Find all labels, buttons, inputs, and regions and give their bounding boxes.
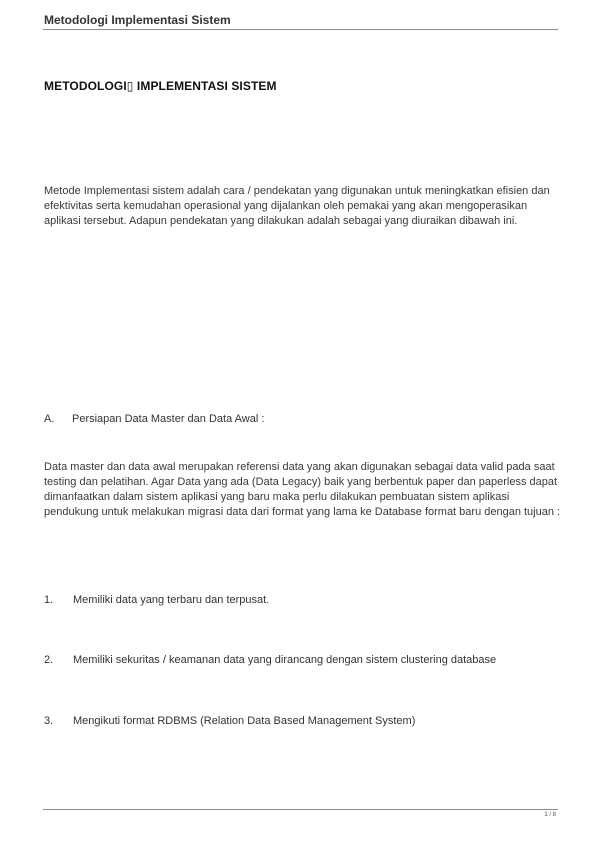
running-header: Metodologi Implementasi Sistem	[44, 13, 231, 27]
list-item-text: Memiliki sekuritas / keamanan data yang dirancang dengan sistem clustering database	[73, 654, 497, 666]
intro-paragraph: Metode Implementasi sistem adalah cara / pendekatan yang digunakan untuk meningkatkan efisien dan efektivitas serta kemudahan operasional yang dijalankan oleh pemakai yang akan mengoperasikan aplikasi tersebut. Adapun pendekatan yang dilakukan adalah sebagai yang diuraikan dibawah ini.	[44, 185, 550, 227]
list-item-number: 2.	[44, 654, 54, 666]
section-heading-text: Persiapan Data Master dan Data Awal :	[72, 413, 265, 425]
section-heading	[44, 413, 264, 425]
list-item	[44, 715, 415, 727]
header-divider	[43, 29, 558, 30]
footer-divider	[43, 809, 558, 810]
list-item-number: 3.	[44, 715, 54, 727]
document-title: METODOLOGI▯ IMPLEMENTASI SISTEM	[44, 79, 277, 93]
list-item-text: Mengikuti format RDBMS (Relation Data Based Management System)	[73, 715, 416, 727]
page-number: 1 / 8	[544, 812, 556, 818]
list-item-text: Memiliki data yang terbaru dan terpusat.	[73, 594, 270, 606]
section-marker: A.	[44, 413, 55, 425]
list-item-number: 1.	[44, 594, 54, 606]
list-item	[44, 594, 269, 606]
list-item	[44, 654, 496, 666]
data-paragraph: Data master dan data awal merupakan referensi data yang akan digunakan sebagai data valid pada saat testing dan pelatihan. Agar Data yang ada (Data Legacy) baik yang berbentuk paper dan paperless dapat dimanfaatkan dalam sistem aplikasi yang baru maka perlu dilakukan pembuatan sistem aplikasi pendukung untuk melakukan migrasi data dari format yang lama ke Database format baru dengan tujuan :	[44, 461, 561, 518]
